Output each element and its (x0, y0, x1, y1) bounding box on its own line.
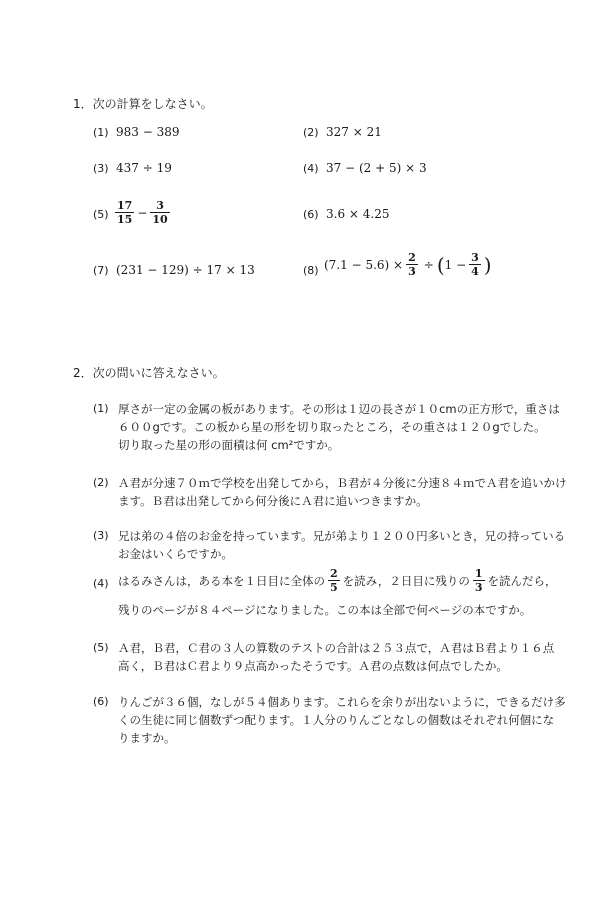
fraction (473, 568, 485, 593)
question-text-line: 厚さが一定の金属の板があります。その形は１辺の長さが１０cmの正方形で，重さは (118, 402, 560, 416)
problem-number: (7) (93, 264, 109, 277)
question-number: (5) (93, 641, 109, 654)
operator: − (137, 205, 148, 220)
question-number: (3) (93, 529, 109, 542)
problem-number: (8) (303, 264, 319, 277)
problem-expression: 983 − 389 (116, 125, 180, 139)
question-text-line: 切り取った星の形の面積は何 cm²ですか。 (118, 438, 340, 452)
problem-expression: (231 − 129) ÷ 17 × 13 (116, 263, 255, 277)
question-text-line: りんごが３６個，なしが５４個あります。これらを余りが出ないように，できるだけ多 (118, 695, 566, 709)
numerator: 1 (474, 567, 483, 580)
question-text-line (118, 568, 557, 593)
question-number: (6) (93, 695, 109, 708)
question-text-line: Ａ君が分速７０ｍで学校を出発してから，Ｂ君が４分後に分速８４ｍでＡ君を追いかけ (118, 476, 567, 490)
problem-number: (5) (93, 208, 109, 221)
fraction (115, 200, 134, 225)
question-text-line: Ａ君，Ｂ君，Ｃ君の３人の算数のテストの合計は２５３点で，Ａ君はＢ君より１６点 (118, 641, 555, 655)
question-text-line: ６００gです。この板から星の形を切り取ったところ，その重さは１２０gでした。 (118, 420, 546, 434)
left-paren: ( (436, 252, 445, 277)
problem-number: (2) (303, 126, 319, 139)
problem-number: (3) (93, 162, 109, 175)
question-text-line: 高く，Ｂ君はＣ君より９点高かったそうです。Ａ君の点数は何点でしたか。 (118, 659, 508, 673)
numerator: 3 (156, 199, 164, 212)
problem-number: (6) (303, 208, 319, 221)
fraction (469, 252, 481, 277)
denominator: 10 (152, 213, 168, 226)
numerator: 17 (117, 199, 133, 212)
denominator: 3 (474, 581, 483, 594)
fraction-expression (324, 252, 492, 277)
problem-expression: 327 × 21 (326, 125, 382, 139)
right-paren: ) (483, 252, 492, 277)
problem-expression: 437 ÷ 19 (116, 161, 172, 175)
problem-number: (4) (303, 162, 319, 175)
fraction (406, 252, 418, 277)
question-text-line: 残りのページが８４ページになりました。この本は全部で何ページの本ですか。 (118, 603, 532, 617)
denominator: 15 (117, 213, 133, 226)
fraction (150, 200, 169, 225)
question-number: (4) (93, 577, 109, 590)
question-text-line: 兄は弟の４倍のお金を持っています。兄が弟より１２００円多いとき，兄の持っている (118, 529, 566, 543)
question-number: (2) (93, 476, 109, 489)
question-text-line: くの生徒に同じ個数ずつ配ります。１人分のりんごとなしの個数はそれぞれ何個にな (118, 713, 555, 727)
section2-heading: 2．次の問いに答えなさい。 (73, 366, 225, 380)
denominator: 4 (471, 265, 479, 278)
expression-part: (7.1 − 5.6) × (324, 257, 404, 272)
problem-expression: 3.6 × 4.25 (326, 207, 390, 221)
text-segment: を読んだら， (487, 573, 557, 588)
text-segment: はるみさんは，ある本を１日目に全体の (118, 573, 325, 588)
question-text-line: ます。Ｂ君は出発してから何分後にＡ君に追いつきますか。 (118, 494, 428, 508)
question-number: (1) (93, 402, 109, 415)
denominator: 3 (408, 265, 416, 278)
question-text-line: りますか。 (118, 731, 176, 745)
fraction (328, 568, 340, 593)
expression-part: 1 − (444, 257, 467, 272)
section1-heading: 1．次の計算をしなさい。 (73, 97, 213, 111)
operator: ÷ (423, 257, 434, 272)
question-text-line: お金はいくらですか。 (118, 547, 233, 561)
fraction-expression (112, 200, 173, 225)
numerator: 3 (471, 251, 479, 264)
numerator: 2 (408, 251, 416, 264)
problem-expression: 37 − (2 + 5) × 3 (326, 161, 427, 175)
numerator: 2 (330, 567, 338, 580)
denominator: 5 (330, 581, 338, 594)
problem-number: (1) (93, 126, 109, 139)
text-segment: を読み，２日目に残りの (342, 573, 470, 588)
